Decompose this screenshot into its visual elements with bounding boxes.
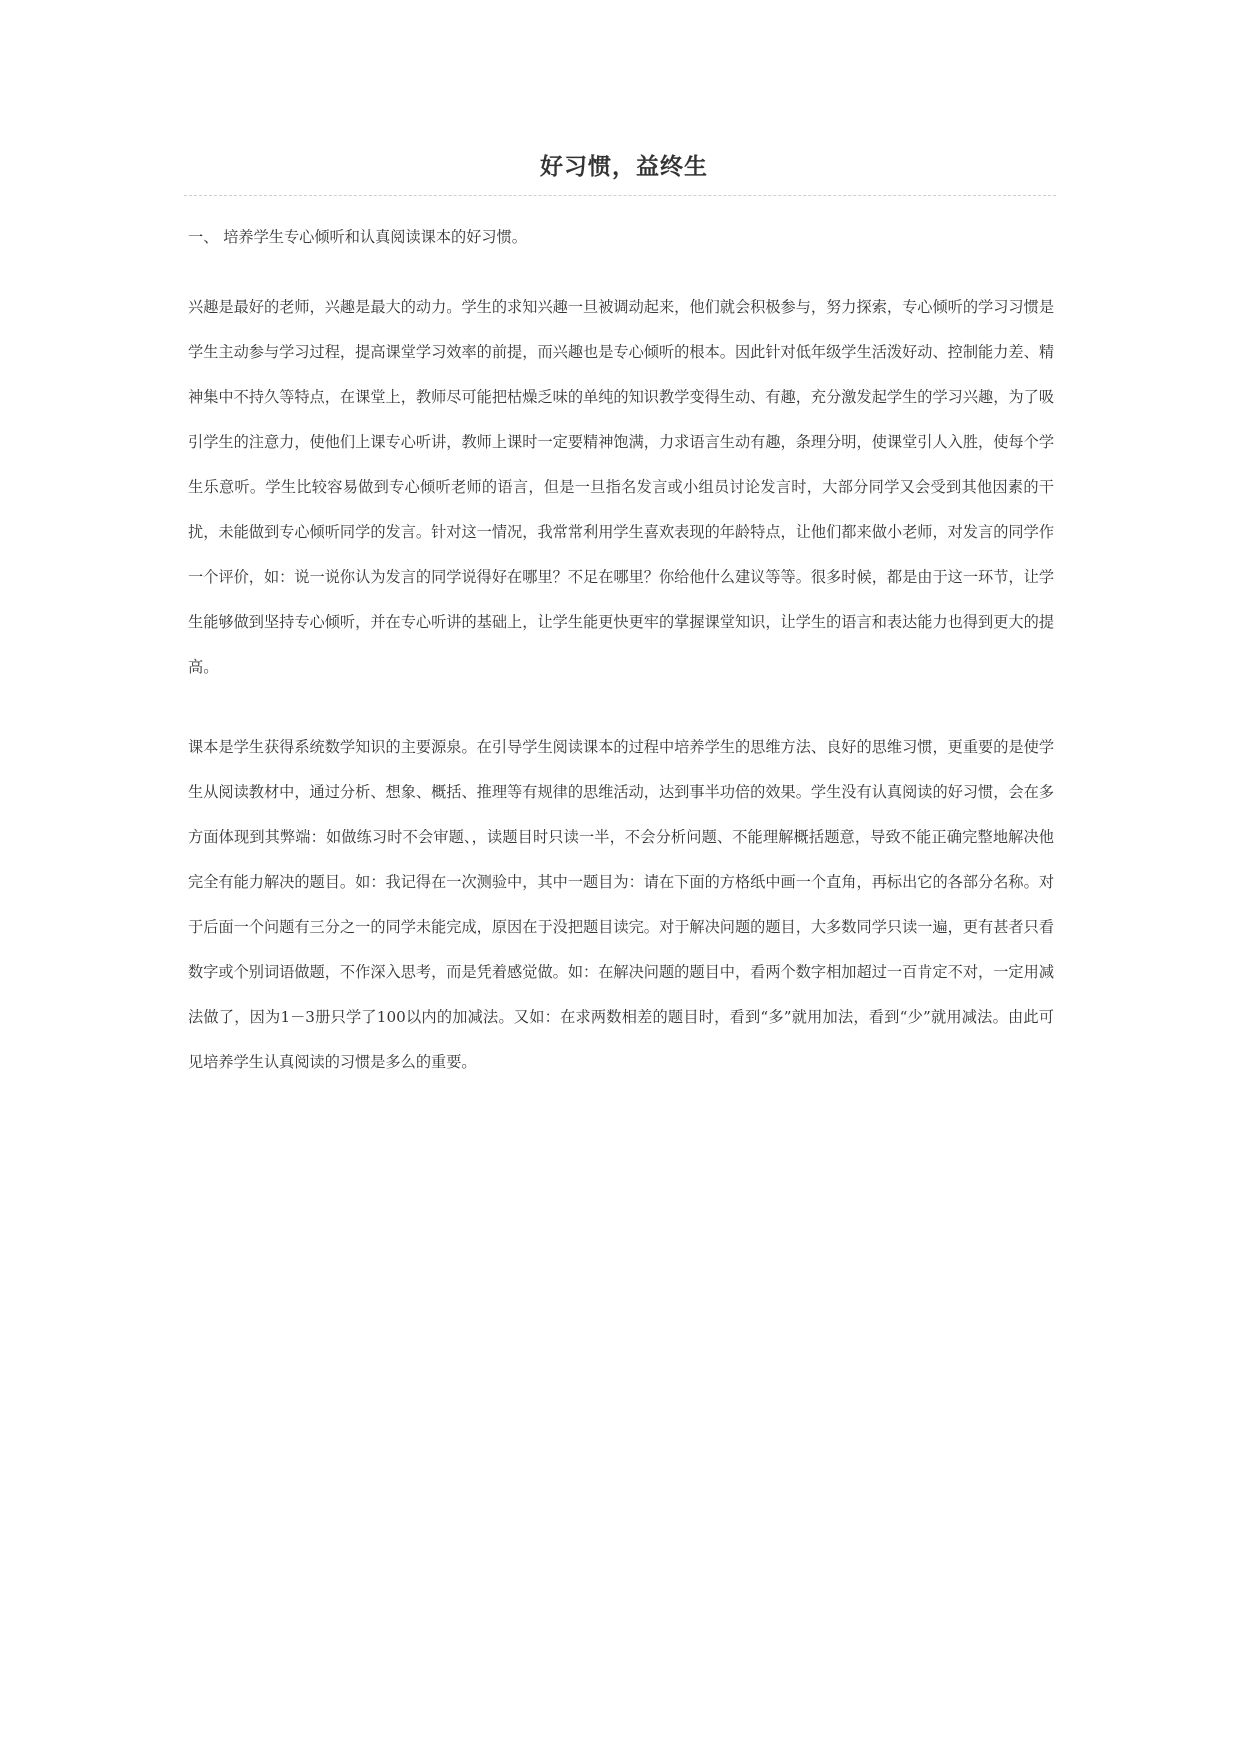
body-paragraph-2: 课本是学生获得系统数学知识的主要源泉。在引导学生阅读课本的过程中培养学生的思维方法、良好的思维习惯，更重要的是使学生从阅读教材中，通过分析、想象、概括、推理等有规律的思维活动，达到事半功倍的效果。学生没有认真阅读的好习惯，会在多方面体现到其弊端：如做练习时不会审题、，读题目时只读一半，不会分析问题、不能理解概括题意，导致不能正确完整地解决他完全有能力解决的题目。如：我记得在一次测验中，其中一题目为：请在下面的方格纸中画一个直角，再标出它的各部分名称。对于后面一个问题有三分之一的同学未能完成，原因在于没把题目读完。对于解决问题的题目，大多数同学只读一遍，更有甚者只看数字或个别词语做题，不作深入思考，而是凭着感觉做。如：在解决问题的题目中，看两个数字相加超过一百肯定不对，一定用减法做了，因为1－3册只学了100以内的加减法。又如：在求两数相差的题目时，看到“多”就用加法，看到“少”就用减法。由此可见培养学生认真阅读的习惯是多么的重要。 [188,738,1054,1071]
document-body [188,222,1054,1085]
section-heading: 一、 培养学生专心倾听和认真阅读课本的好习惯。 [188,228,527,246]
body-paragraph-1: 兴趣是最好的老师，兴趣是最大的动力。学生的求知兴趣一旦被调动起来，他们就会积极参与，努力探索，专心倾听的学习习惯是学生主动参与学习过程，提高课堂学习效率的前提，而兴趣也是专心倾听的根本。因此针对低年级学生活泼好动、控制能力差、精神集中不持久等特点，在课堂上，教师尽可能把枯燥乏味的单纯的知识教学变得生动、有趣，充分激发起学生的学习兴趣，为了吸引学生的注意力，使他们上课专心听讲，教师上课时一定要精神饱满，力求语言生动有趣，条理分明，使课堂引人入胜，使每个学生乐意听。学生比较容易做到专心倾听老师的语言，但是一旦指名发言或小组员讨论发言时，大部分同学又会受到其他因素的干扰，未能做到专心倾听同学的发言。针对这一情况，我常常利用学生喜欢表现的年龄特点，让他们都来做小老师，对发言的同学作一个评价，如：说一说你认为发言的同学说得好在哪里？不足在哪里？你给他什么建议等等。很多时候，都是由于这一环节，让学生能够做到坚持专心倾听，并在专心听讲的基础上，让学生能更快更牢的掌握课堂知识，让学生的语言和表达能力也得到更大的提高。 [188,298,1054,676]
document-title: 好习惯，益终生 [540,154,708,180]
title-divider [184,195,1056,196]
